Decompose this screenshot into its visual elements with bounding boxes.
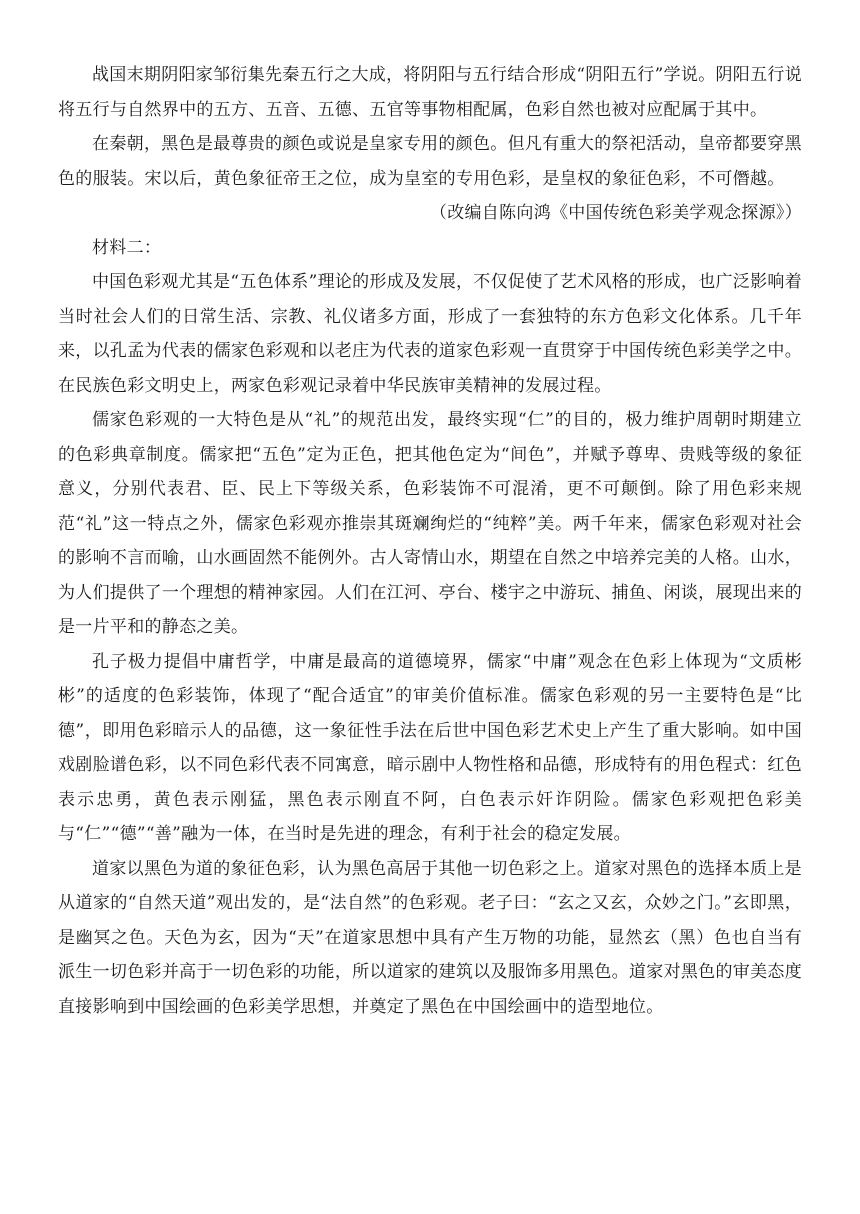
paragraph-doctrine-of-mean: 孔子极力提倡中庸哲学，中庸是最高的道德境界，儒家“中庸”观念在色彩上体现为“文质彬彬”的适度的色彩装饰，体现了“配合适宜”的审美价值标准。儒家色彩观的另一主要特色是“比德”，即用色彩暗示人的品德，这一象征性手法在后世中国色彩艺术史上产生了重大影响。如中国戏剧脸谱色彩，以不同色彩代表不同寓意，暗示剧中人物性格和品德，形成特有的用色程式：红色表示忠勇，黄色表示刚猛，黑色表示刚直不阿，白色表示奸诈阴险。儒家色彩观把色彩美与“仁”“德”“善”融为一体，在当时是先进的理念，有利于社会的稳定发展。 [58,651,802,844]
paragraph-yin-yang-five-elements: 战国末期阴阳家邹衍集先秦五行之大成，将阴阳与五行结合形成“阴阳五行”学说。阴阳五行说将五行与自然界中的五方、五音、五德、五官等事物相配属，色彩自然也被对应配属于其中。 [58,65,802,120]
document-page [58,58,802,1024]
paragraph-qin-dynasty-colors: 在秦朝，黑色是最尊贵的颜色或说是皇家专用的颜色。但凡有重大的祭祀活动，皇帝都要穿黑色的服装。宋以后，黄色象征帝王之位，成为皇室的专用色彩，是皇权的象征色彩，不可僭越。 [58,134,802,189]
source-citation: （改编自陈向鸿《中国传统色彩美学观念探源》） [429,203,802,223]
paragraph-five-color-system: 中国色彩观尤其是“五色体系”理论的形成及发展，不仅促使了艺术风格的形成，也广泛影响着当时社会人们的日常生活、宗教、礼仪诸多方面，形成了一套独特的东方色彩文化体系。几千年来，以孔孟为代表的儒家色彩观和以老庄为代表的道家色彩观一直贯穿于中国传统色彩美学之中。在民族色彩文明史上，两家色彩观记录着中华民族审美精神的发展过程。 [58,272,802,396]
paragraph-confucian-color-view: 儒家色彩观的一大特色是从“礼”的规范出发，最终实现“仁”的目的，极力维护周朝时期建立的色彩典章制度。儒家把“五色”定为正色，把其他色定为“间色”，并赋予尊卑、贵贱等级的象征意义，分别代表君、臣、民上下等级关系，色彩装饰不可混淆，更不可颠倒。除了用色彩来规范“礼”这一特点之外，儒家色彩观亦推崇其斑斓绚烂的“纯粹”美。两千年来，儒家色彩观对社会的影响不言而喻，山水画固然不能例外。古人寄情山水，期望在自然之中培养完美的人格。山水，为人们提供了一个理想的精神家园。人们在江河、亭台、楼宇之中游玩、捕鱼、闲谈，展现出来的是一片平和的静态之美。 [58,410,802,637]
paragraph-taoist-black: 道家以黑色为道的象征色彩，认为黑色高居于其他一切色彩之上。道家对黑色的选择本质上是从道家的“自然天道”观出发的，是“法自然”的色彩观。老子曰：“玄之又玄，众妙之门。”玄即黑，是幽冥之色。天色为玄，因为“天”在道家思想中具有产生万物的功能，显然玄（黑）色也自当有派生一切色彩并高于一切色彩的功能，所以道家的建筑以及服饰多用黑色。道家对黑色的审美态度直接影响到中国绘画的色彩美学思想，并奠定了黑色在中国绘画中的造型地位。 [58,858,802,1017]
material-two-heading: 材料二： [92,237,162,258]
